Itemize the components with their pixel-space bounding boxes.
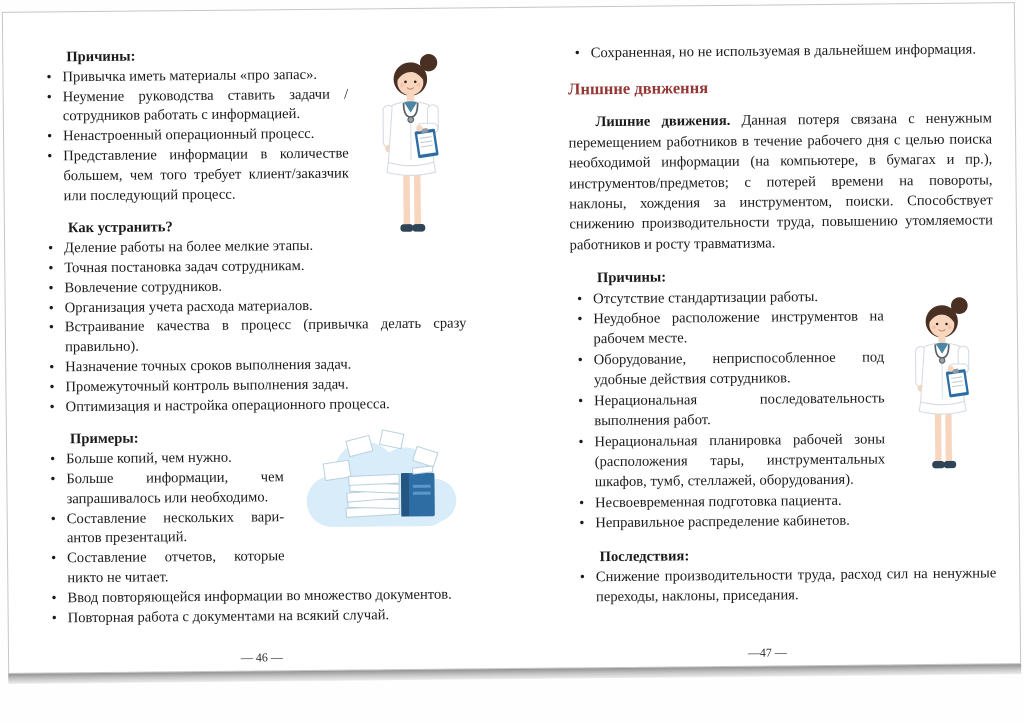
list-item: • Деление работы на более мелкие этапы. bbox=[41, 236, 466, 260]
list-item: • Оборудование, неприспособленное под удобные действия сотрудников. bbox=[571, 346, 995, 391]
list-item: • Больше информации, чем запрашивалось или необходимо. bbox=[43, 466, 468, 510]
causes-list bbox=[570, 285, 996, 534]
list-item: • Несвоевременная подготовка пациента. bbox=[572, 489, 996, 513]
consequences-list bbox=[573, 563, 997, 608]
list-item: • Ненастроенный операционный процесс. bbox=[40, 124, 465, 148]
page-number: —47 — bbox=[747, 645, 787, 660]
list-item: • Промежуточный контроль выполнения задач. bbox=[42, 374, 467, 398]
list-item: • Снижение производительности труда, расход сил на ненужные переходы, наклоны, приседания. bbox=[573, 563, 997, 608]
list-item: • Нерациональная последовательность выполнения работ. bbox=[571, 387, 995, 432]
list-item: • Неумение руководства ставить задачи / сотрудников работать с информацией. bbox=[40, 84, 465, 128]
causes-heading: Причины: bbox=[66, 48, 136, 66]
list-item: • Сохраненная, но не используемая в дальнейшем информация. bbox=[568, 39, 992, 63]
causes-heading: Причины: bbox=[596, 269, 667, 287]
list-item: • Неудобное расположение инструментов на рабочем месте. bbox=[570, 305, 994, 350]
paragraph-lead: Лишние движения. bbox=[595, 113, 731, 131]
page-number: — 46 — bbox=[240, 650, 283, 665]
consequences-heading: Последствия: bbox=[599, 547, 690, 565]
list-item: • Встраивание качества в процесс (привычка делать сразу правильно). bbox=[42, 315, 467, 359]
fix-heading: Как устранить? bbox=[67, 219, 173, 237]
list-item: • Неправильное распределение кабинетов. bbox=[572, 509, 996, 533]
section-title: Лншнне двнження bbox=[568, 78, 709, 99]
list-item: • Больше копий, чем нужно. bbox=[43, 447, 468, 471]
list-item: • Ввод повторяющейся информации во множество документов. bbox=[44, 585, 469, 609]
intro-paragraph bbox=[568, 109, 993, 256]
list-item: • Представление информации в количестве большем, чем того требует клиент/заказчик или последующий процесс. bbox=[40, 143, 465, 206]
paragraph-rest: Данная потеря связана с ненужным перемещением работников в течение рабочего дня с целью поиска необходимой информации (на компьютере, в бумагах и пр.), инструментов/предметов; с потерей времени на повороты, наклоны, хождения за инструментом, поиски. Способствует снижению производительности труда, повышению утомляемости работников и росту травматизма. bbox=[568, 110, 993, 254]
list-item: • Оптимизация и настройка операционного процесса. bbox=[43, 394, 468, 418]
causes-list bbox=[39, 64, 465, 207]
list-item: • Организация учета расхода материалов. bbox=[42, 295, 467, 319]
page-right bbox=[508, 3, 1020, 668]
list-item: • Составление отчетов, которые никто не читает. bbox=[44, 546, 469, 590]
page-left bbox=[3, 8, 515, 673]
examples-list bbox=[43, 447, 469, 629]
list-item: • Отсутствие стандартизации работы. bbox=[570, 285, 994, 309]
list-item: • Вовлечение сотрудников. bbox=[41, 275, 466, 299]
list-item: • Назначение точных сроков выполнения задач. bbox=[42, 354, 467, 378]
list-item: • Составление нескольких вариантов презентаций. bbox=[44, 506, 469, 550]
list-item: • Нерациональная планировка рабочей зоны (расположения тары, инструментальных шкафов, тумб, стеллажей, оборудования). bbox=[571, 428, 995, 493]
list-item: • Точная постановка задач сотрудникам. bbox=[41, 255, 466, 279]
book-spread bbox=[2, 2, 1021, 674]
examples-heading: Примеры: bbox=[69, 430, 139, 448]
fix-list bbox=[41, 236, 467, 418]
carryover-list bbox=[568, 39, 992, 63]
list-item: • Привычка иметь материалы «про запас». bbox=[39, 64, 464, 88]
list-item: • Повторная работа с документами на всякий случай. bbox=[45, 605, 470, 629]
